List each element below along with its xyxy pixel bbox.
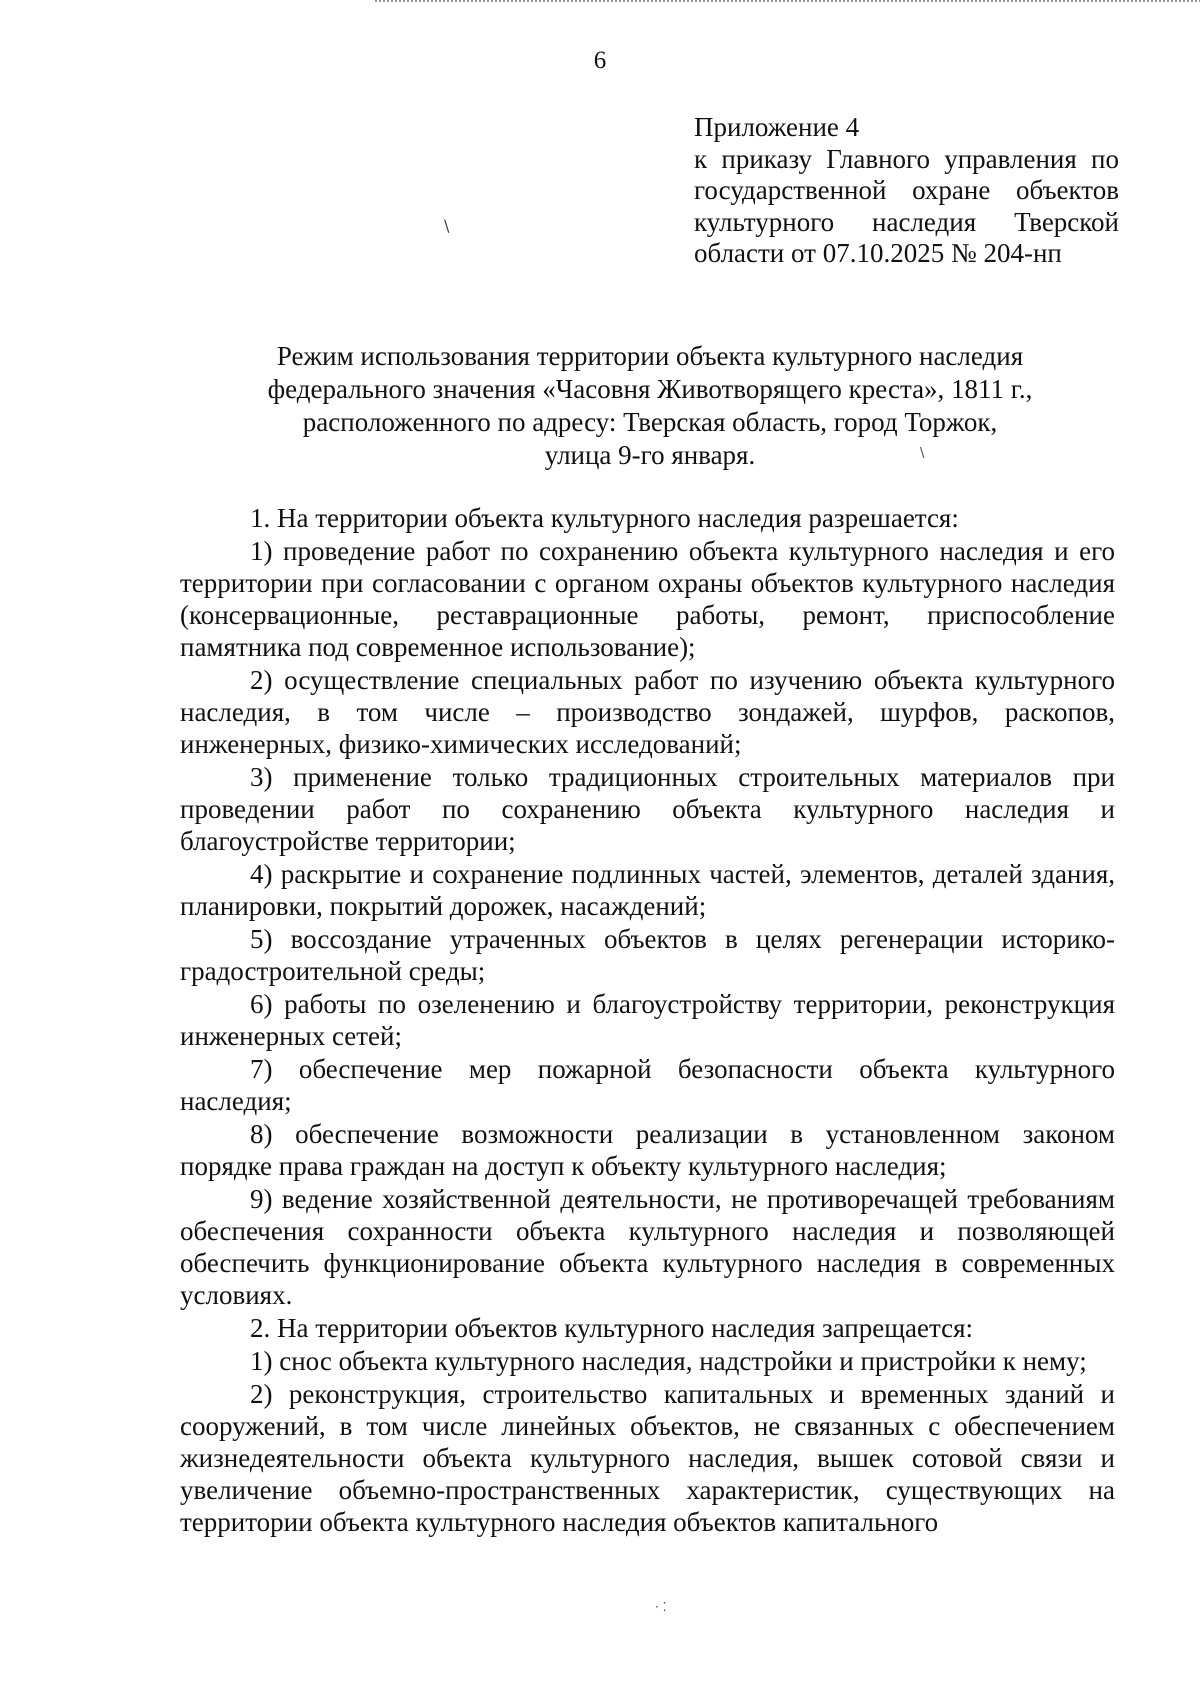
list-item: 1) снос объекта культурного наследия, надстройки и пристройки к нему; bbox=[250, 1346, 1087, 1376]
section-heading: 1. На территории объекта культурного наследия разрешается: bbox=[250, 503, 959, 533]
title-line: федерального значения «Часовня Животворящего креста», 1811 г., bbox=[267, 374, 1033, 404]
list-item: 5) воссоздание утраченных объектов в целях регенерации историко-градостроительной среды; bbox=[180, 924, 1115, 986]
list-item: 6) работы по озеленению и благоустройству территории, реконструкция инженерных сетей; bbox=[180, 989, 1115, 1051]
scan-speck: · ⁚ bbox=[655, 1600, 667, 1614]
appendix-line: Приложение 4 bbox=[694, 112, 860, 142]
list-item: 4) раскрытие и сохранение подлинных частей, элементов, деталей здания, планировки, покрытий дорожек, насаждений; bbox=[180, 859, 1115, 921]
list-item: 8) обеспечение возможности реализации в установленном законом порядке права граждан на доступ к объекту культурного наследия; bbox=[180, 1119, 1115, 1181]
list-item: 9) ведение хозяйственной деятельности, не противоречащей требованиям обеспечения сохранности объекта культурного наследия и позволяющей обеспечить функционирование объекта культурного наследия в современных условиях. bbox=[180, 1184, 1115, 1310]
appendix-line: области от 07.10.2025 № 204-нп bbox=[694, 238, 1062, 268]
appendix-line: государственной охране объектов bbox=[694, 175, 1119, 205]
appendix-header bbox=[694, 112, 1119, 270]
title-line: Режим использования территории объекта культурного наследия bbox=[276, 341, 1024, 371]
title-line: улица 9-го января. bbox=[544, 440, 756, 470]
appendix-line: культурного наследия Тверской bbox=[694, 206, 1119, 237]
appendix-line: к приказу Главного управления по bbox=[694, 143, 1119, 174]
title-line: расположенного по адресу: Тверская область, город Торжок, bbox=[302, 407, 998, 437]
list-item: 2) осуществление специальных работ по изучению объекта культурного наследия, в том числе – производство зондажей, шурфов, раскопов, инженерных, физико-химических исследований; bbox=[180, 665, 1115, 759]
list-item: 7) обеспечение мер пожарной безопасности объекта культурного наследия; bbox=[180, 1054, 1115, 1116]
list-item: 3) применение только традиционных строительных материалов при проведении работ по сохранению объекта культурного наследия и благоустройстве территории; bbox=[180, 762, 1115, 856]
document-title bbox=[180, 340, 1120, 472]
scan-edge-line bbox=[375, 0, 1200, 2]
scan-speck: \ bbox=[920, 446, 925, 461]
scan-speck: \ bbox=[444, 216, 450, 235]
list-item: 2) реконструкция, строительство капитальных и временных зданий и сооружений, в том числе линейных объектов, не связанных с обеспечением жизнедеятельности объекта культурного наследия, вышек сотовой связи и увеличение объемно-пространственных характеристик, существующих на территории объекта культурного наследия объектов капитального bbox=[180, 1379, 1115, 1537]
document-body bbox=[180, 502, 1115, 1538]
section-heading: 2. На территории объектов культурного наследия запрещается: bbox=[250, 1313, 974, 1343]
list-item: 1) проведение работ по сохранению объекта культурного наследия и его территории при согласовании с органом охраны объектов культурного наследия (консервационные, реставрационные работы, ремонт, приспособление памятника под современное использование); bbox=[180, 536, 1115, 662]
page-number: 6 bbox=[593, 47, 607, 74]
